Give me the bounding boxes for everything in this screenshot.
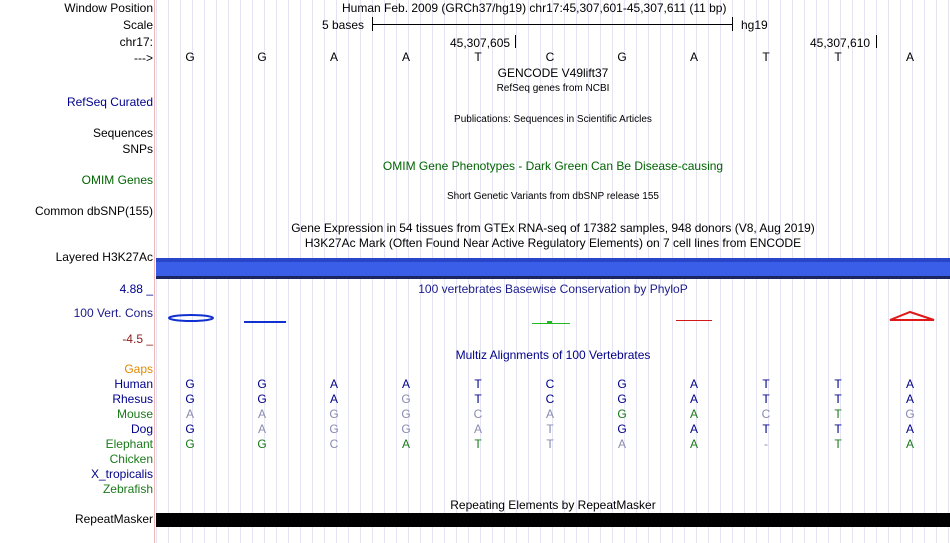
alignment-base: T (474, 437, 482, 451)
alignment-base: T (834, 422, 842, 436)
alignment-base: T (834, 407, 842, 421)
alignment-base: - (764, 437, 768, 451)
reference-base: G (617, 50, 627, 64)
phylop-logo-c-mark (547, 321, 552, 324)
alignment-base: A (329, 392, 338, 406)
multiz-track-title: Multiz Alignments of 100 Vertebrates (455, 348, 651, 362)
omim-genes-label[interactable]: OMIM Genes (81, 173, 153, 187)
species-label-x_tropicalis[interactable]: X_tropicalis (90, 467, 153, 481)
alignment-base: G (185, 437, 195, 451)
reference-base: G (257, 50, 267, 64)
alignment-base: A (401, 437, 410, 451)
alignment-base: T (546, 437, 554, 451)
reference-base: A (329, 50, 338, 64)
window-position-value: Human Feb. 2009 (GRCh37/hg19) chr17:45,307,601-45,307,611 (11 bp) (342, 1, 727, 15)
alignment-base: T (474, 377, 482, 391)
refseq-curated-label[interactable]: RefSeq Curated (66, 95, 153, 109)
alignment-base: T (834, 377, 842, 391)
phylop-logo-g2 (244, 321, 286, 323)
alignment-base: T (762, 422, 770, 436)
alignment-base: A (545, 407, 554, 421)
refseq-track-title: RefSeq genes from NCBI (496, 83, 610, 94)
alignment-base: T (474, 392, 482, 406)
repeatmasker-bar[interactable] (156, 513, 950, 527)
alignment-base: G (401, 422, 411, 436)
alignment-base: A (257, 422, 266, 436)
alignment-base: C (545, 377, 555, 391)
alignment-base: A (689, 392, 698, 406)
scale-label: Scale (122, 18, 153, 32)
repeatmasker-track-title: Repeating Elements by RepeatMasker (450, 498, 656, 512)
alignment-base: T (762, 392, 770, 406)
alignment-base: T (762, 377, 770, 391)
alignment-base: A (689, 407, 698, 421)
reference-base: T (834, 50, 842, 64)
alignment-base: G (617, 422, 627, 436)
phylop-min-label: -4.5 _ (122, 332, 153, 346)
alignment-base: A (473, 422, 482, 436)
species-label-rhesus[interactable]: Rhesus (112, 392, 153, 406)
coord-tick-2 (876, 35, 877, 48)
alignment-base: A (401, 377, 410, 391)
gaps-label[interactable]: Gaps (124, 362, 153, 376)
alignment-base: C (329, 437, 339, 451)
alignment-base: T (546, 422, 554, 436)
alignment-base: G (617, 392, 627, 406)
h3k27ac-signal-bottom (156, 276, 950, 279)
alignment-base: G (185, 392, 195, 406)
species-label-zebrafish[interactable]: Zebrafish (102, 482, 153, 496)
reference-base: T (762, 50, 770, 64)
alignment-base: A (905, 422, 914, 436)
dbsnp-label[interactable]: Common dbSNP(155) (34, 204, 153, 218)
dbsnp-track-title: Short Genetic Variants from dbSNP release 155 (447, 191, 659, 202)
repeatmasker-label[interactable]: RepeatMasker (74, 512, 153, 526)
alignment-base: A (905, 437, 914, 451)
alignment-base: G (401, 407, 411, 421)
snps-label[interactable]: SNPs (122, 142, 153, 156)
species-label-chicken[interactable]: Chicken (109, 452, 153, 466)
alignment-base: A (689, 377, 698, 391)
phylop-max-label: 4.88 _ (119, 282, 153, 296)
species-label-elephant[interactable]: Elephant (105, 437, 153, 451)
strand-label: ---> (134, 51, 153, 65)
alignment-base: A (329, 377, 338, 391)
alignment-base: G (617, 407, 627, 421)
reference-base: A (689, 50, 698, 64)
phylop-logo (156, 308, 950, 328)
gencode-track-title[interactable]: GENCODE V49lift37 (497, 66, 609, 80)
alignment-base: G (257, 437, 267, 451)
alignment-base: C (545, 392, 555, 406)
alignment-base: A (257, 407, 266, 421)
species-label-dog[interactable]: Dog (130, 422, 153, 436)
alignment-base: A (185, 407, 194, 421)
phylop-label[interactable]: 100 Vert. Cons (73, 306, 153, 320)
h3k27ac-signal-top (156, 258, 950, 262)
window-position-label: Window Position (64, 1, 153, 15)
scale-assembly: hg19 (741, 18, 768, 32)
coord-label-1: 45,307,605 (450, 36, 511, 50)
chrom-label: chr17: (119, 35, 153, 49)
scale-value: 5 bases (322, 18, 365, 32)
alignment-base: T (834, 437, 842, 451)
alignment-base: C (473, 407, 483, 421)
alignment-base: G (185, 422, 195, 436)
alignment-base: G (905, 407, 915, 421)
reference-base: A (905, 50, 914, 64)
phylop-logo-a (676, 320, 712, 321)
alignment-base: A (905, 377, 914, 391)
alignment-base: G (329, 422, 339, 436)
reference-base: A (401, 50, 410, 64)
coord-label-2: 45,307,610 (810, 36, 871, 50)
omim-track-title: OMIM Gene Phenotypes - Dark Green Can Be Disease-causing (382, 159, 724, 173)
alignment-base: T (834, 392, 842, 406)
label-divider (154, 0, 155, 543)
coord-tick-1 (515, 35, 516, 48)
gtex-track-title: Gene Expression in 54 tissues from GTEx RNA-seq of 17382 samples, 948 donors (V8, Aug 2019) (291, 221, 815, 235)
reference-base: G (185, 50, 195, 64)
species-label-human[interactable]: Human (114, 377, 153, 391)
scale-bar-right-tick (732, 17, 733, 31)
phylop-logo-a2 (890, 312, 934, 320)
reference-base: C (545, 50, 555, 64)
h3k27ac-label[interactable]: Layered H3K27Ac (55, 250, 153, 264)
alignment-base: G (185, 377, 195, 391)
alignment-base: G (257, 377, 267, 391)
phylop-track-title: 100 vertebrates Basewise Conservation by PhyloP (418, 282, 688, 296)
alignment-base: G (329, 407, 339, 421)
species-label-mouse[interactable]: Mouse (116, 407, 153, 421)
alignment-base: A (617, 437, 626, 451)
alignment-base: A (689, 437, 698, 451)
sequences-label[interactable]: Sequences (92, 126, 153, 140)
scale-bar (372, 24, 732, 25)
publications-track-title: Publications: Sequences in Scientific Articles (454, 114, 652, 125)
h3k27ac-track-title: H3K27Ac Mark (Often Found Near Active Regulatory Elements) on 7 cell lines from ENCODE (304, 236, 802, 250)
alignment-base: G (617, 377, 627, 391)
reference-base: T (474, 50, 482, 64)
phylop-logo-g (169, 315, 213, 321)
alignment-base: C (761, 407, 771, 421)
alignment-base: G (401, 392, 411, 406)
alignment-base: G (257, 392, 267, 406)
alignment-base: A (905, 392, 914, 406)
alignment-base: A (689, 422, 698, 436)
